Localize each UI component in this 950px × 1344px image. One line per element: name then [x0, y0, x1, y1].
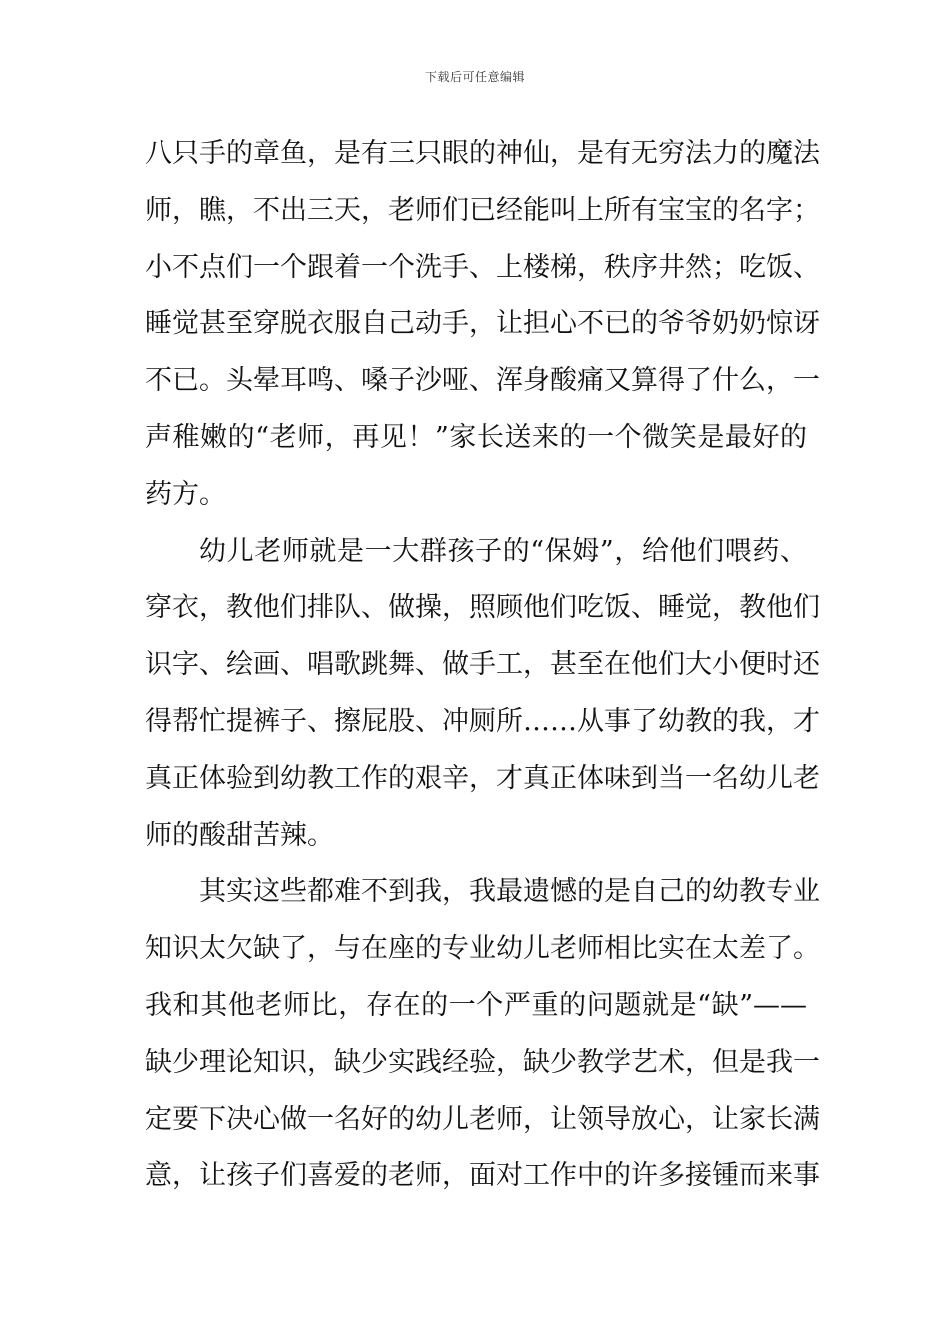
text-line: 得帮忙提裤子、擦屁股、冲厕所……从事了幼教的我，才: [145, 705, 820, 737]
text-line: 药方。: [145, 478, 226, 510]
text-line: 幼儿老师就是一大群孩子的“保姆”，给他们喂药、: [199, 535, 807, 567]
text-line: 识字、绘画、唱歌跳舞、做手工，甚至在他们大小便时还: [145, 649, 820, 681]
text-line: 师的酸甜苦辣。: [145, 819, 334, 851]
text-line: 不已。头晕耳鸣、嗓子沙哑、浑身酸痛又算得了什么，一: [145, 365, 820, 397]
text-line: 穿衣，教他们排队、做操，照顾他们吃饭、睡觉，教他们: [145, 592, 820, 624]
text-line: 知识太欠缺了，与在座的专业幼儿老师相比实在太差了。: [145, 933, 820, 965]
document-body: [145, 126, 820, 1205]
text-line: 我和其他老师比，存在的一个严重的问题就是“缺”——: [145, 989, 807, 1021]
text-line: 其实这些都难不到我，我最遗憾的是自己的幼教专业: [199, 876, 820, 908]
text-line: 小不点们一个跟着一个洗手、上楼梯，秩序井然；吃饭、: [145, 251, 820, 283]
page-header: 下载后可任意编辑: [424, 70, 525, 84]
text-line: 声稚嫩的“老师，再见！”家长送来的一个微笑是最好的: [145, 421, 807, 453]
text-line: 八只手的章鱼，是有三只眼的神仙，是有无穷法力的魔法: [145, 138, 820, 169]
text-line: 睡觉甚至穿脱衣服自己动手，让担心不已的爷爷奶奶惊讶: [145, 308, 820, 340]
text-line: 真正体验到幼教工作的艰辛，才真正体味到当一名幼儿老: [145, 762, 820, 794]
text-line: 定要下决心做一名好的幼儿老师，让领导放心，让家长满: [145, 1103, 820, 1135]
text-line: 师，瞧，不出三天，老师们已经能叫上所有宝宝的名字；: [145, 194, 820, 226]
text-line: 意，让孩子们喜爱的老师，面对工作中的许多接锺而来事: [145, 1160, 820, 1192]
text-line: 缺少理论知识，缺少实践经验，缺少教学艺术，但是我一: [145, 1046, 820, 1078]
